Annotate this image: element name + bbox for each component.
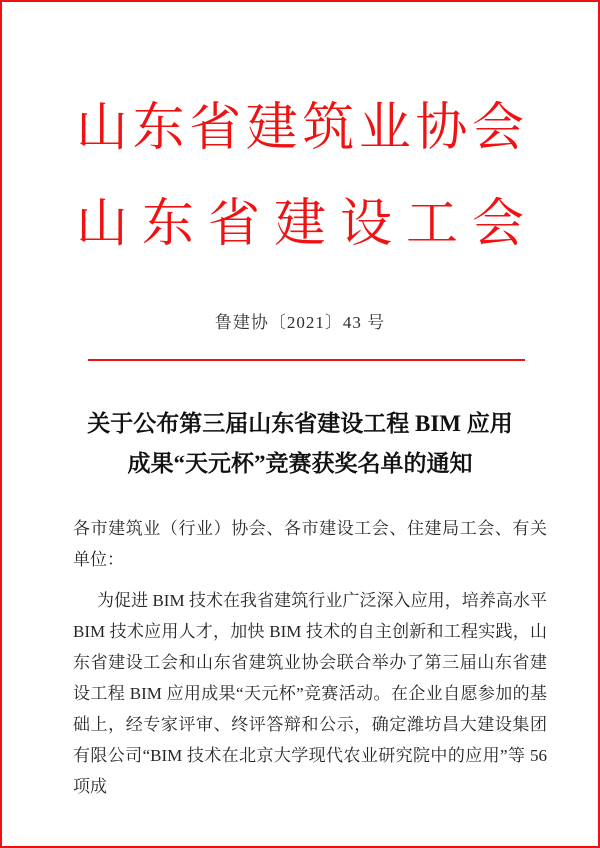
notice-title-line-1: 关于公布第三届山东省建设工程 BIM 应用: [87, 411, 513, 436]
document-number: 鲁建协〔2021〕43 号: [214, 313, 386, 332]
notice-title-line-2: 成果“天元杯”竞赛获奖名单的通知: [127, 451, 473, 476]
notice-title: [2, 404, 598, 484]
body-paragraph: 为促进 BIM 技术在我省建筑行业广泛深入应用，培养高水平 BIM 技术应用人才，加快 BIM 技术的自主创新和工程实践，山东省建设工会和山东省建筑业协会联合举办了第三届山东省建设工程 BIM 应用成果“天元杯”竞赛活动。在企业自愿参加的基础上，经专家评审、终评答辩和公示，确定潍坊昌大建设集团有限公司“BIM 技术在北京大学现代农业研究院中的应用”等 56 项成: [73, 591, 547, 796]
letterhead-org-line-1: 山东省建筑业协会: [76, 100, 524, 157]
red-divider-line: [88, 359, 525, 361]
letterhead-org-line-2: 山东省建设工会: [76, 196, 524, 253]
salutation: 各市建筑业（行业）协会、各市建设工会、住建局工会、有关单位：: [73, 519, 547, 569]
